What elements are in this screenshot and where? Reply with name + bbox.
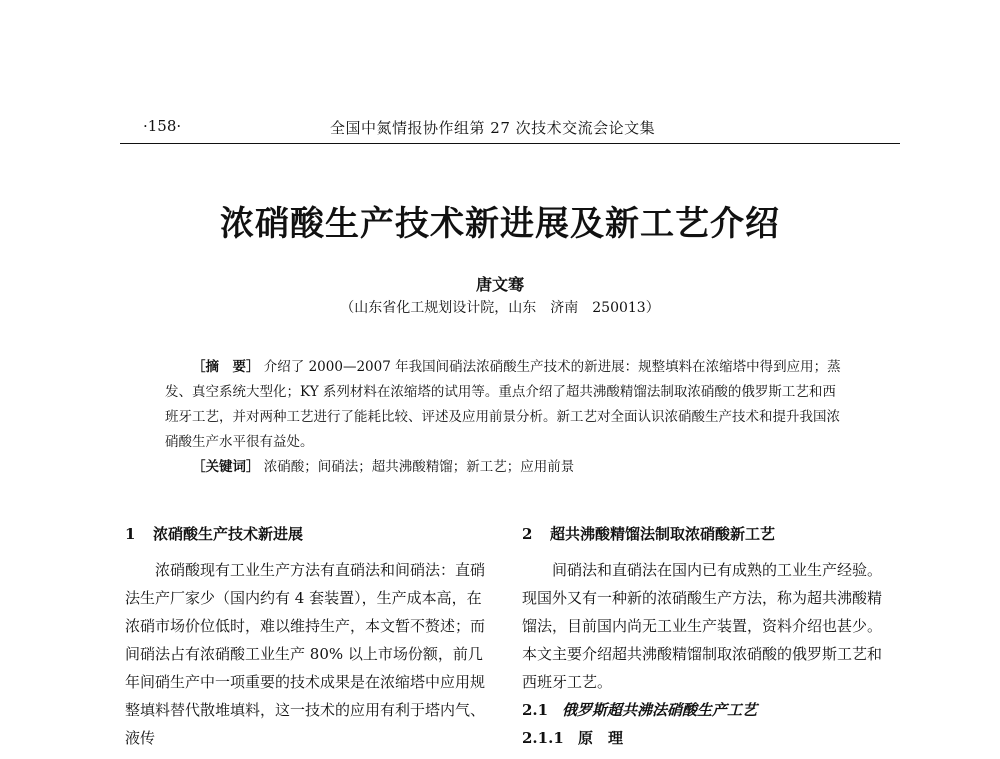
keywords-line	[165, 455, 845, 480]
author-affiliation: （山东省化工规划设计院，山东 济南 250013）	[340, 300, 660, 316]
paper-title: 浓硝酸生产技术新进展及新工艺介绍	[220, 204, 780, 244]
section-number: 2	[522, 525, 533, 543]
page-number: ·158·	[143, 117, 182, 135]
section-title: 超共沸酸精馏法制取浓硝酸新工艺	[550, 525, 776, 543]
abstract-block	[165, 355, 845, 480]
right-column	[522, 520, 882, 752]
section-title: 浓硝酸生产技术新进展	[153, 525, 304, 543]
body-paragraph: 间硝法和直硝法在国内已有成熟的工业生产经验。现国外又有一种新的浓硝酸生产方法，称为超共沸酸精馏法，目前国内尚无工业生产装置，资料介绍也甚少。本文主要介绍超共沸酸精馏制取浓硝酸的俄罗斯工艺和西班牙工艺。	[522, 561, 883, 691]
keywords-label: ［关键词］	[192, 459, 260, 475]
abstract-text: 介绍了 2000—2007 年我国间硝法浓硝酸生产技术的新进展：规整填料在浓缩塔中得到应用；蒸发、真空系统大型化；KY 系列材料在浓缩塔的试用等。重点介绍了超共沸酸精馏法制取浓硝酸的俄罗斯工艺和西班牙工艺，并对两种工艺进行了能耗比较、评述及应用前景分析。新工艺对全面认识浓硝酸生产技术和提升我国浓硝酸生产水平很有益处。	[165, 359, 841, 450]
subsubsection-title: 原 理	[578, 729, 624, 747]
subsection-heading-2-1	[522, 696, 882, 724]
section-heading-2	[522, 520, 882, 548]
subsection-title: 俄罗斯超共沸法硝酸生产工艺	[562, 701, 758, 719]
section-heading-1	[125, 520, 485, 548]
keywords-text: 浓硝酸；间硝法；超共沸酸精馏；新工艺；应用前景	[263, 459, 575, 475]
body-paragraph: 浓硝酸现有工业生产方法有直硝法和间硝法：直硝法生产厂家少（国内约有 4 套装置），生产成本高，在浓硝市场价位低时，难以维持生产，本文暂不赘述；而间硝法占有浓硝酸工业生产 80% 以上市场份额，前几年间硝生产中一项重要的技术成果是在浓缩塔中应用规整填料替代散堆填料，这一技术的应用有利于塔内气、液传	[125, 561, 486, 747]
left-column	[125, 520, 485, 752]
section-number: 1	[125, 525, 136, 543]
subsubsection-number: 2.1.1	[522, 729, 564, 747]
header-rule	[120, 143, 900, 144]
running-header: 全国中氮情报协作组第 27 次技术交流会论文集	[330, 119, 656, 137]
abstract-label: ［摘 要］	[192, 359, 260, 375]
subsection-number: 2.1	[522, 701, 549, 719]
subsubsection-heading-2-1-1	[522, 724, 882, 752]
abstract-paragraph	[165, 355, 845, 455]
author-name: 唐文骞	[475, 275, 524, 294]
